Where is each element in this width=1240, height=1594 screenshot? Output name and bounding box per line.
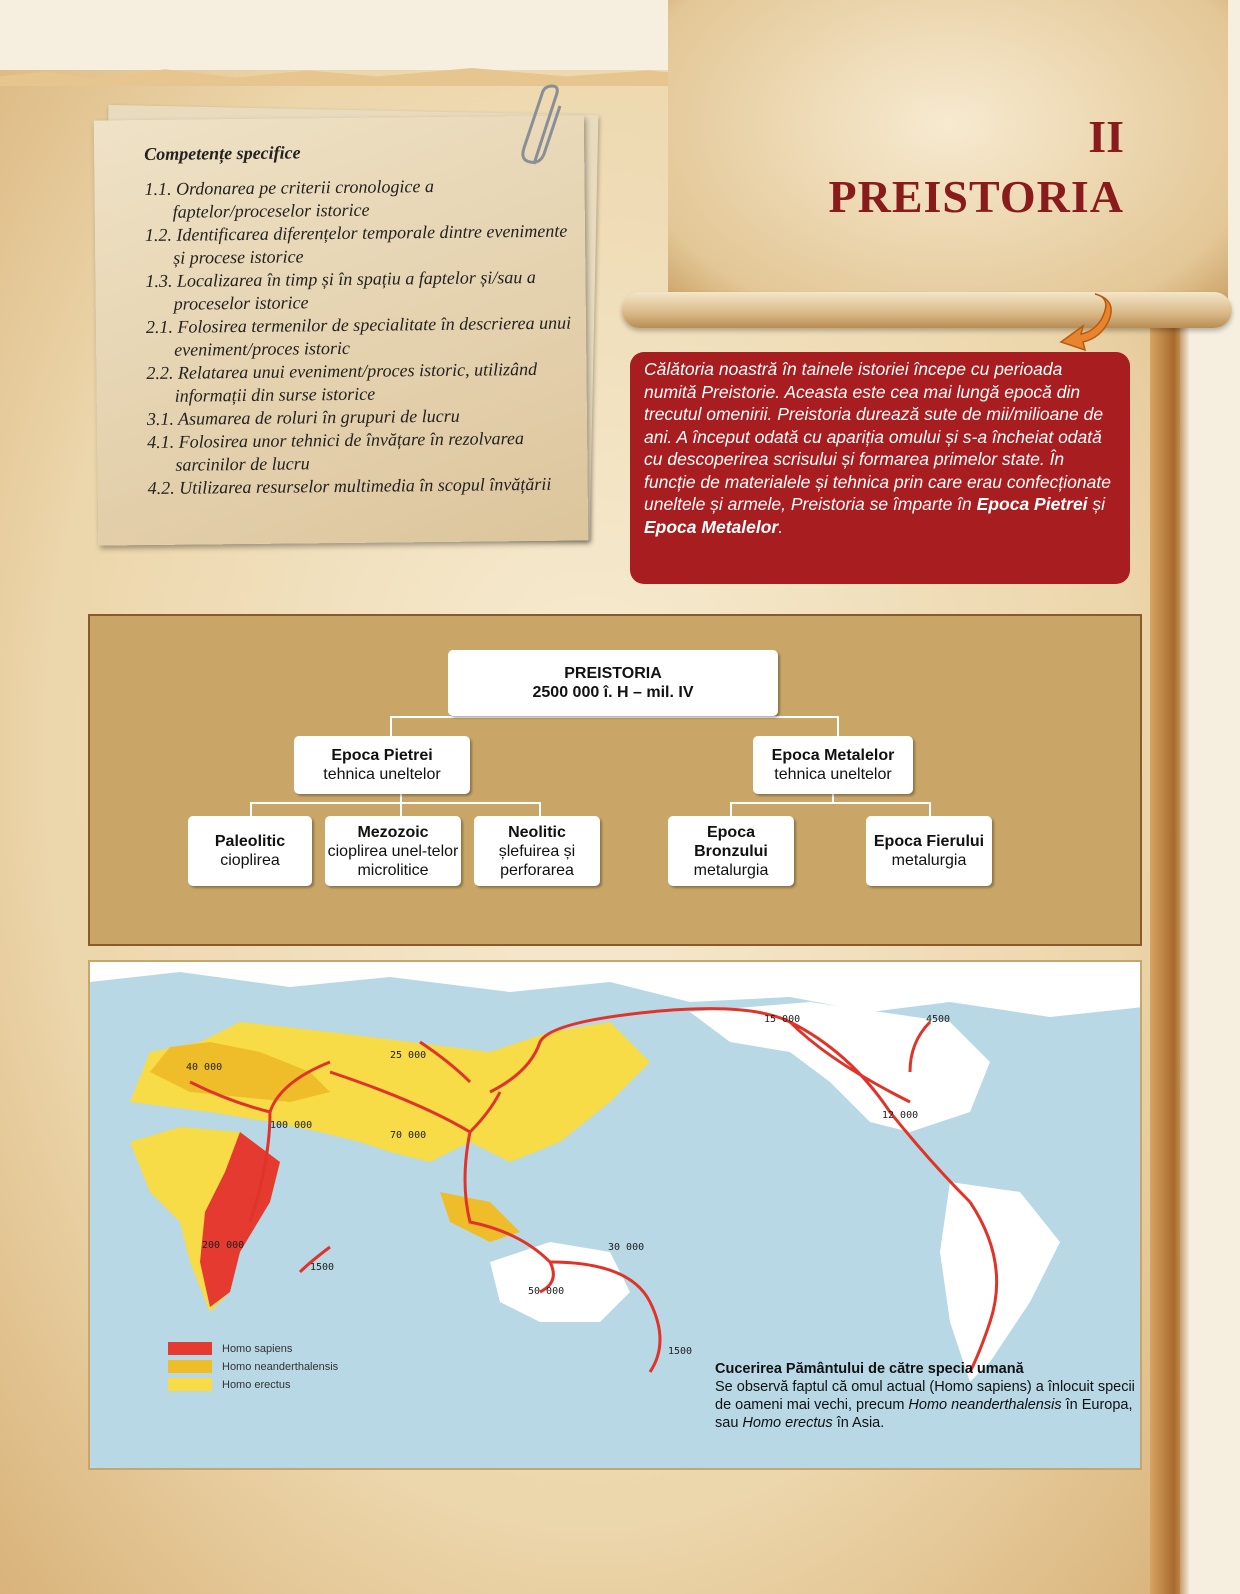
map-label: 25 000 <box>390 1050 427 1061</box>
competency-item: 1.2. Identificarea diferențelor temporale dintre evenimente și procese istorice <box>144 220 568 268</box>
node-sub: metalurgia <box>693 861 769 879</box>
node-bronze-age <box>668 816 794 886</box>
map-caption-italic: Homo erectus <box>742 1415 833 1431</box>
competency-item: 2.1. Folosirea termenilor de specialitate în descrierea unui eveniment/proces istoric <box>145 312 572 360</box>
landmass-north <box>90 962 1142 1017</box>
intro-text: Călătoria noastră în tainele istoriei începe cu perioada numită Preistorie. Aceasta este cea mai lungă epocă din trecutul omenirii. Preistoria durează sute de mii/milioane de ani. A început odată cu apariția omului și s-a încheiat odată cu descoperirea scrisului și formarea primelor state. În funcție de materialele și tehnica prin care erau confecționate uneltele și armele, Preistoria se împarte în <box>644 359 1111 514</box>
node-prehistory <box>448 650 778 716</box>
legend-label: Homo erectus <box>222 1378 291 1391</box>
parchment-burnt-edge <box>1150 300 1190 1594</box>
map-label: 200 000 <box>202 1240 245 1251</box>
node-sub: cioplirea unel-telor microlitice <box>327 842 459 879</box>
node-title: Epoca Fierului <box>873 833 985 850</box>
connector <box>832 794 834 804</box>
periodization-diagram <box>88 614 1142 946</box>
map-caption <box>715 1360 1135 1432</box>
node-neolithic <box>474 816 600 886</box>
legend-label: Homo neanderthalensis <box>222 1360 339 1373</box>
competencies-note <box>94 115 588 545</box>
competency-item: 4.1. Folosirea unor tehnici de învățare în rezolvarea sarcinilor de lucru <box>147 428 525 475</box>
intro-bold-stone: Epoca Pietrei <box>976 494 1088 514</box>
node-sub: 2500 000 î. H – mil. IV <box>532 684 694 701</box>
node-sub: șlefuirea și perforarea <box>498 842 576 879</box>
node-title: Epoca Metalelor <box>771 747 895 764</box>
node-mesolithic <box>325 816 461 886</box>
node-title: Paleolitic <box>214 833 286 850</box>
node-sub: metalurgia <box>891 852 967 869</box>
connector <box>730 802 930 804</box>
intro-bold-metal: Epoca Metalelor <box>644 516 779 537</box>
landmass-south-america <box>940 1182 1060 1382</box>
map-label: 70 000 <box>390 1130 427 1141</box>
intro-box <box>630 352 1130 584</box>
legend-item-erectus <box>168 1378 290 1391</box>
node-title: PREISTORIA <box>564 665 662 682</box>
node-title: Epoca Bronzului <box>694 823 768 860</box>
map-caption-italic: Homo neanderthalensis <box>908 1397 1062 1413</box>
chapter-scroll <box>668 0 1228 310</box>
legend-label: Homo sapiens <box>222 1342 293 1355</box>
legend-item-sapiens <box>168 1342 292 1355</box>
migration-map <box>88 960 1142 1470</box>
competency-item: 2.2. Relatarea unui eveniment/proces istoric, utilizând informații din surse istorice <box>146 358 538 406</box>
map-label: 1500 <box>668 1346 693 1357</box>
map-caption-text: în Europa, sau <box>715 1397 1133 1431</box>
connector <box>250 802 540 804</box>
map-label: 40 000 <box>186 1062 223 1073</box>
node-sub: tehnica uneltelor <box>774 766 892 783</box>
map-label: 12 000 <box>882 1110 919 1121</box>
chapter-number: II <box>1088 111 1124 162</box>
node-sub: cioplirea <box>220 852 280 869</box>
map-caption-text: Se observă faptul că omul actual (Homo sapiens) a înlocuit specii de oameni mai vechi, precum <box>715 1379 1135 1413</box>
node-title: Neolitic <box>508 823 566 841</box>
map-caption-title: Cucerirea Pământului de către specia umană <box>715 1361 1024 1377</box>
landmass-australia <box>490 1242 630 1322</box>
competencies-heading: Competențe specifice <box>144 142 301 165</box>
map-label: 30 000 <box>608 1242 645 1253</box>
map-label: 100 000 <box>270 1120 313 1131</box>
curved-arrow-icon <box>1055 290 1115 352</box>
map-caption-text: în Asia. <box>832 1415 885 1431</box>
competency-item: 3.1. Asumarea de roluri în grupuri de lucru <box>146 405 460 430</box>
intro-joiner: și <box>1087 494 1106 514</box>
competency-item: 1.3. Localizarea în timp și în spațiu a faptelor și/sau a proceselor istorice <box>145 266 536 314</box>
node-sub: tehnica uneltelor <box>323 766 441 783</box>
chapter-title: PREISTORIA <box>828 171 1124 222</box>
scroll-rod <box>622 292 1232 328</box>
competencies-list <box>144 174 577 500</box>
legend-item-neanderthal <box>168 1360 338 1373</box>
map-label: 1500 <box>310 1262 335 1273</box>
competency-item: 4.2. Utilizarea resurselor multimedia în scopul învățării <box>147 473 552 499</box>
map-label: 50 000 <box>528 1286 565 1297</box>
map-label: 4500 <box>926 1014 951 1025</box>
node-metal-age <box>753 736 913 794</box>
connector <box>400 794 402 818</box>
node-title: Mezozoic <box>357 823 429 841</box>
node-title: Epoca Pietrei <box>331 747 433 764</box>
node-iron-age <box>866 816 992 886</box>
node-stone-age <box>294 736 470 794</box>
node-paleolithic <box>188 816 312 886</box>
intro-end: . <box>778 516 784 537</box>
competency-item: 1.1. Ordonarea pe criterii cronologice a faptelor/proceselor istorice <box>144 176 435 222</box>
connector <box>390 716 837 718</box>
map-label: 15 000 <box>764 1014 801 1025</box>
paperclip-icon <box>520 84 570 174</box>
